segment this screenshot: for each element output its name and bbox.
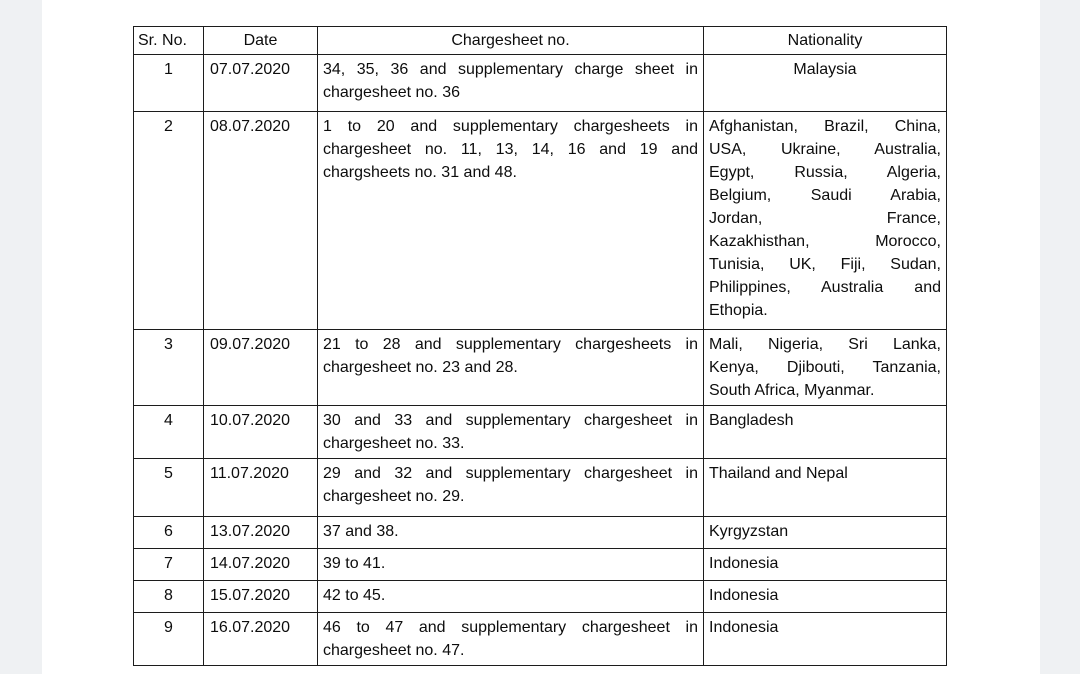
cell-nationality: Thailand and Nepal [704, 459, 947, 517]
cell-chargesheet: 21 to 28 and supplementary chargesheets in chargesheet no. 23 and 28. [318, 330, 704, 406]
cell-chargesheet: 1 to 20 and supplementary chargesheets in chargesheet no. 11, 13, 14, 16 and 19 and chargsheets no. 31 and 48. [318, 112, 704, 330]
cell-chargesheet: 37 and 38. [318, 517, 704, 549]
cell-date: 15.07.2020 [204, 581, 318, 613]
cell-date: 11.07.2020 [204, 459, 318, 517]
column-header-chargesheet-no: Chargesheet no. [318, 27, 704, 55]
cell-nationality: Malaysia [704, 55, 947, 112]
cell-sr-no: 3 [134, 330, 204, 406]
cell-chargesheet: 34, 35, 36 and supplementary charge sheet in chargesheet no. 36 [318, 55, 704, 112]
table-row [134, 549, 947, 581]
column-header-date: Date [204, 27, 318, 55]
cell-date: 10.07.2020 [204, 406, 318, 459]
cell-sr-no: 5 [134, 459, 204, 517]
cell-sr-no: 2 [134, 112, 204, 330]
cell-nationality: Indonesia [704, 549, 947, 581]
cell-sr-no: 7 [134, 549, 204, 581]
table-row [134, 581, 947, 613]
cell-nationality: Indonesia [704, 581, 947, 613]
table-row [134, 459, 947, 517]
cell-nationality: Kyrgyzstan [704, 517, 947, 549]
table-row [134, 517, 947, 549]
cell-chargesheet: 39 to 41. [318, 549, 704, 581]
chargesheet-table [133, 26, 947, 666]
cell-sr-no: 4 [134, 406, 204, 459]
cell-date: 13.07.2020 [204, 517, 318, 549]
cell-nationality: Mali, Nigeria, Sri Lanka, Kenya, Djibouti, Tanzania, South Africa, Myanmar. [704, 330, 947, 406]
cell-date: 08.07.2020 [204, 112, 318, 330]
cell-date: 07.07.2020 [204, 55, 318, 112]
table-row [134, 55, 947, 112]
cell-date: 16.07.2020 [204, 613, 318, 666]
cell-chargesheet: 30 and 33 and supplementary chargesheet in chargesheet no. 33. [318, 406, 704, 459]
table-row [134, 112, 947, 330]
cell-nationality: Afghanistan, Brazil, China, USA, Ukraine, Australia, Egypt, Russia, Algeria, Belgium, Saudi Arabia, Jordan, France, Kazakhisthan, Morocco, Tunisia, UK, Fiji, Sudan, Philippines, Australia and Ethopia. [704, 112, 947, 330]
cell-sr-no: 8 [134, 581, 204, 613]
table-row [134, 330, 947, 406]
table-row [134, 613, 947, 666]
cell-sr-no: 1 [134, 55, 204, 112]
table-header-row [134, 27, 947, 55]
table-row [134, 406, 947, 459]
cell-date: 14.07.2020 [204, 549, 318, 581]
cell-chargesheet: 46 to 47 and supplementary chargesheet in chargesheet no. 47. [318, 613, 704, 666]
cell-chargesheet: 29 and 32 and supplementary chargesheet in chargesheet no. 29. [318, 459, 704, 517]
cell-sr-no: 6 [134, 517, 204, 549]
column-header-nationality: Nationality [704, 27, 947, 55]
column-header-sr-no: Sr. No. [134, 27, 204, 55]
left-margin-band [0, 0, 42, 674]
cell-date: 09.07.2020 [204, 330, 318, 406]
right-margin-band [1040, 0, 1080, 674]
cell-chargesheet: 42 to 45. [318, 581, 704, 613]
cell-sr-no: 9 [134, 613, 204, 666]
cell-nationality: Bangladesh [704, 406, 947, 459]
cell-nationality: Indonesia [704, 613, 947, 666]
